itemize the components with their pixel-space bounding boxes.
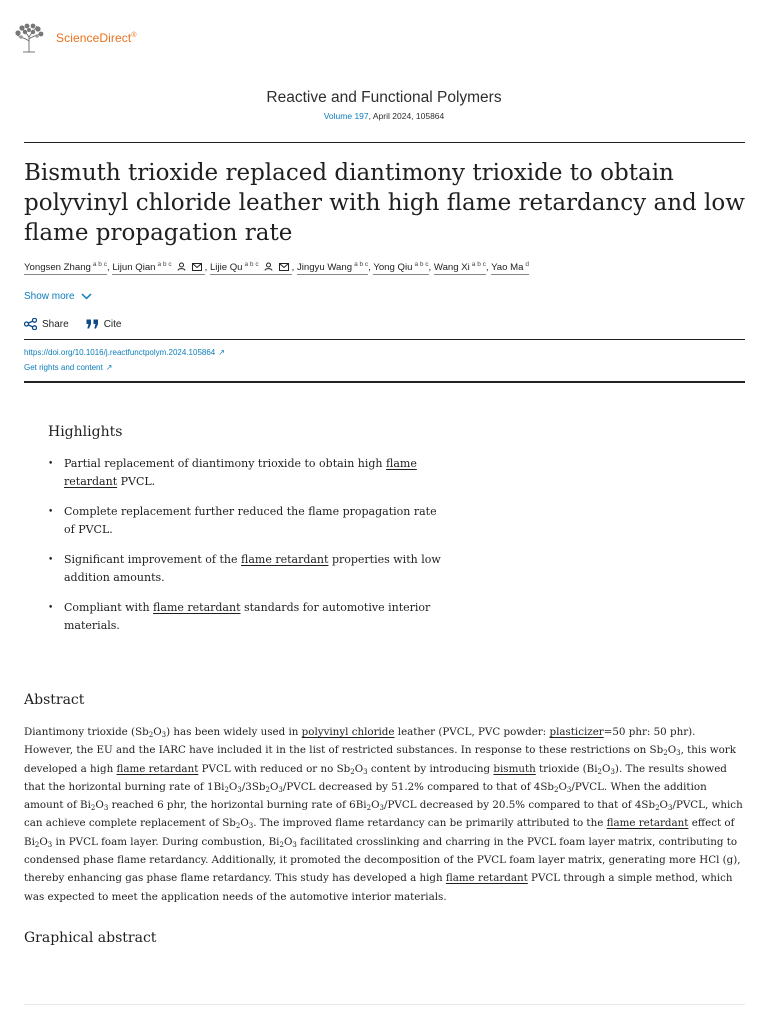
topic-link[interactable]: bismuth	[493, 762, 536, 775]
topic-link[interactable]: plasticizer	[549, 726, 604, 738]
topic-link[interactable]: flame retardant	[64, 457, 417, 488]
email-icon	[192, 263, 202, 271]
author-link[interactable]: Lijie Qu $^{a b c}$	[210, 262, 292, 275]
topic-link[interactable]: flame retardant	[241, 553, 329, 566]
person-icon	[177, 262, 186, 271]
article-actions	[24, 318, 138, 330]
quote-icon	[86, 319, 99, 329]
show-more-button[interactable]: Show more	[24, 291, 92, 302]
abstract-text: Diantimony trioxide $(Sb_2O_3)$ has been widely used in polyvinyl chloride leather (PVCL, PVC powder: plasticizer=50 phr: 50 phr). However, the EU and the IARC have included it in the list of restricted substances. In response to these restrictions on $Sb_2O_3$, this work developed a high flame retardant PVCL with reduced or no $Sb_2O_3$ content by introducing bismuth trioxide $(Bi_2O_3)$. The results showed that the horizontal burning rate of $1Bi_2O_3/3Sb_2O_3$/PVCL decreased by 51.2% compared to that of $4Sb_2O_3$/PVCL. When the addition amount of $Bi_2O_3$ reached 6 phr, the horizontal burning rate of $6Bi_2O_3$/PVCL decreased by 20.5% compared to that of $4Sb_2O_3$/PVCL, which can achieve complete replacement of $Sb_2O_3$. The improved flame retardancy can be primarily attributed to the flame retardant effect of $Bi_2O_3$ in PVCL foam layer. During combustion, $Bi_2O_3$ facilitated crosslinking and charring in the PVCL foam layer matrix, contributing to condensed phase flame retardancy. Additionally, it promoted the decomposition of the PVCL foam layer matrix, generating more HCl (g), thereby enhancing gas phase flame retardancy. This study has developed a high flame retardant PVCL through a simple method, which was expected to meet the application needs of the automotive interior materials.	[24, 726, 743, 903]
cite-button[interactable]: Cite	[86, 319, 122, 330]
divider	[24, 142, 745, 143]
article-title: Bismuth trioxide replaced diantimony trioxide to obtain polyvinyl chloride leather with high flame retardancy and low flame propagation rate	[24, 160, 745, 246]
email-icon	[279, 263, 289, 271]
author-link[interactable]: Yongsen Zhang $^{a b c}$	[24, 261, 107, 274]
elsevier-tree-icon[interactable]	[12, 23, 46, 53]
author-link[interactable]: Wang Xi $^{a b c}$	[433, 261, 486, 274]
divider	[24, 1004, 745, 1005]
external-link-icon: ↗	[105, 363, 113, 372]
site-header	[12, 22, 137, 54]
sciencedirect-logo-text[interactable]: ScienceDirect®	[56, 31, 137, 45]
volume-link[interactable]: Volume 197	[323, 111, 369, 121]
topic-link[interactable]: flame retardant	[153, 601, 241, 614]
topic-link[interactable]: polyvinyl chloride	[301, 726, 395, 738]
journal-name[interactable]: Reactive and Functional Polymers	[266, 89, 502, 106]
list-item: • Complete replacement further reduced the flame propagation rate of PVCL.	[48, 503, 448, 539]
topic-link[interactable]: flame retardant	[606, 817, 689, 830]
person-icon	[264, 262, 273, 271]
author-link[interactable]: Lijun Qian $^{a b c}$	[112, 262, 204, 275]
topic-link[interactable]: flame retardant	[445, 872, 528, 885]
author-link[interactable]: Yong Qiu $^{a b c}$	[373, 261, 429, 274]
share-button[interactable]: Share	[24, 318, 69, 330]
list-item: • Significant improvement of the flame retardant properties with low addition amounts.	[48, 551, 448, 587]
rights-link[interactable]: Get rights and content ↗	[24, 363, 113, 372]
highlights-list	[48, 455, 448, 647]
author-link[interactable]: Yao Ma $^d$	[491, 261, 530, 274]
list-item: • Partial replacement of diantimony trioxide to obtain high flame retardant PVCL.	[48, 455, 448, 491]
doi-link[interactable]: https://doi.org/10.1016/j.reactfunctpolym.2024.105864 ↗	[24, 348, 225, 357]
chevron-down-icon	[81, 293, 92, 300]
external-link-icon: ↗	[218, 348, 225, 357]
author-link[interactable]: Jingyu Wang $^{a b c}$	[296, 261, 369, 274]
topic-link[interactable]: flame retardant	[116, 762, 199, 775]
graphical-abstract-heading: Graphical abstract	[24, 930, 157, 946]
highlights-heading: Highlights	[48, 424, 123, 440]
share-icon	[24, 318, 37, 330]
list-item: • Compliant with flame retardant standards for automotive interior materials.	[48, 599, 448, 635]
abstract-heading: Abstract	[24, 692, 85, 708]
author-list: Yongsen Zhang $^{a b c}$, Lijun Qian $^{a b c}$ , Lijie Qu $^{a b c}$ , Jingyu Wang $^{a b c}$, Yong Qiu $^{a b c}$, Wang Xi $^{a b c}$, Yao Ma $^d$	[24, 261, 530, 274]
divider	[24, 339, 745, 340]
volume-info: Volume 197, April 2024, 105864	[323, 111, 445, 121]
divider	[24, 381, 745, 383]
